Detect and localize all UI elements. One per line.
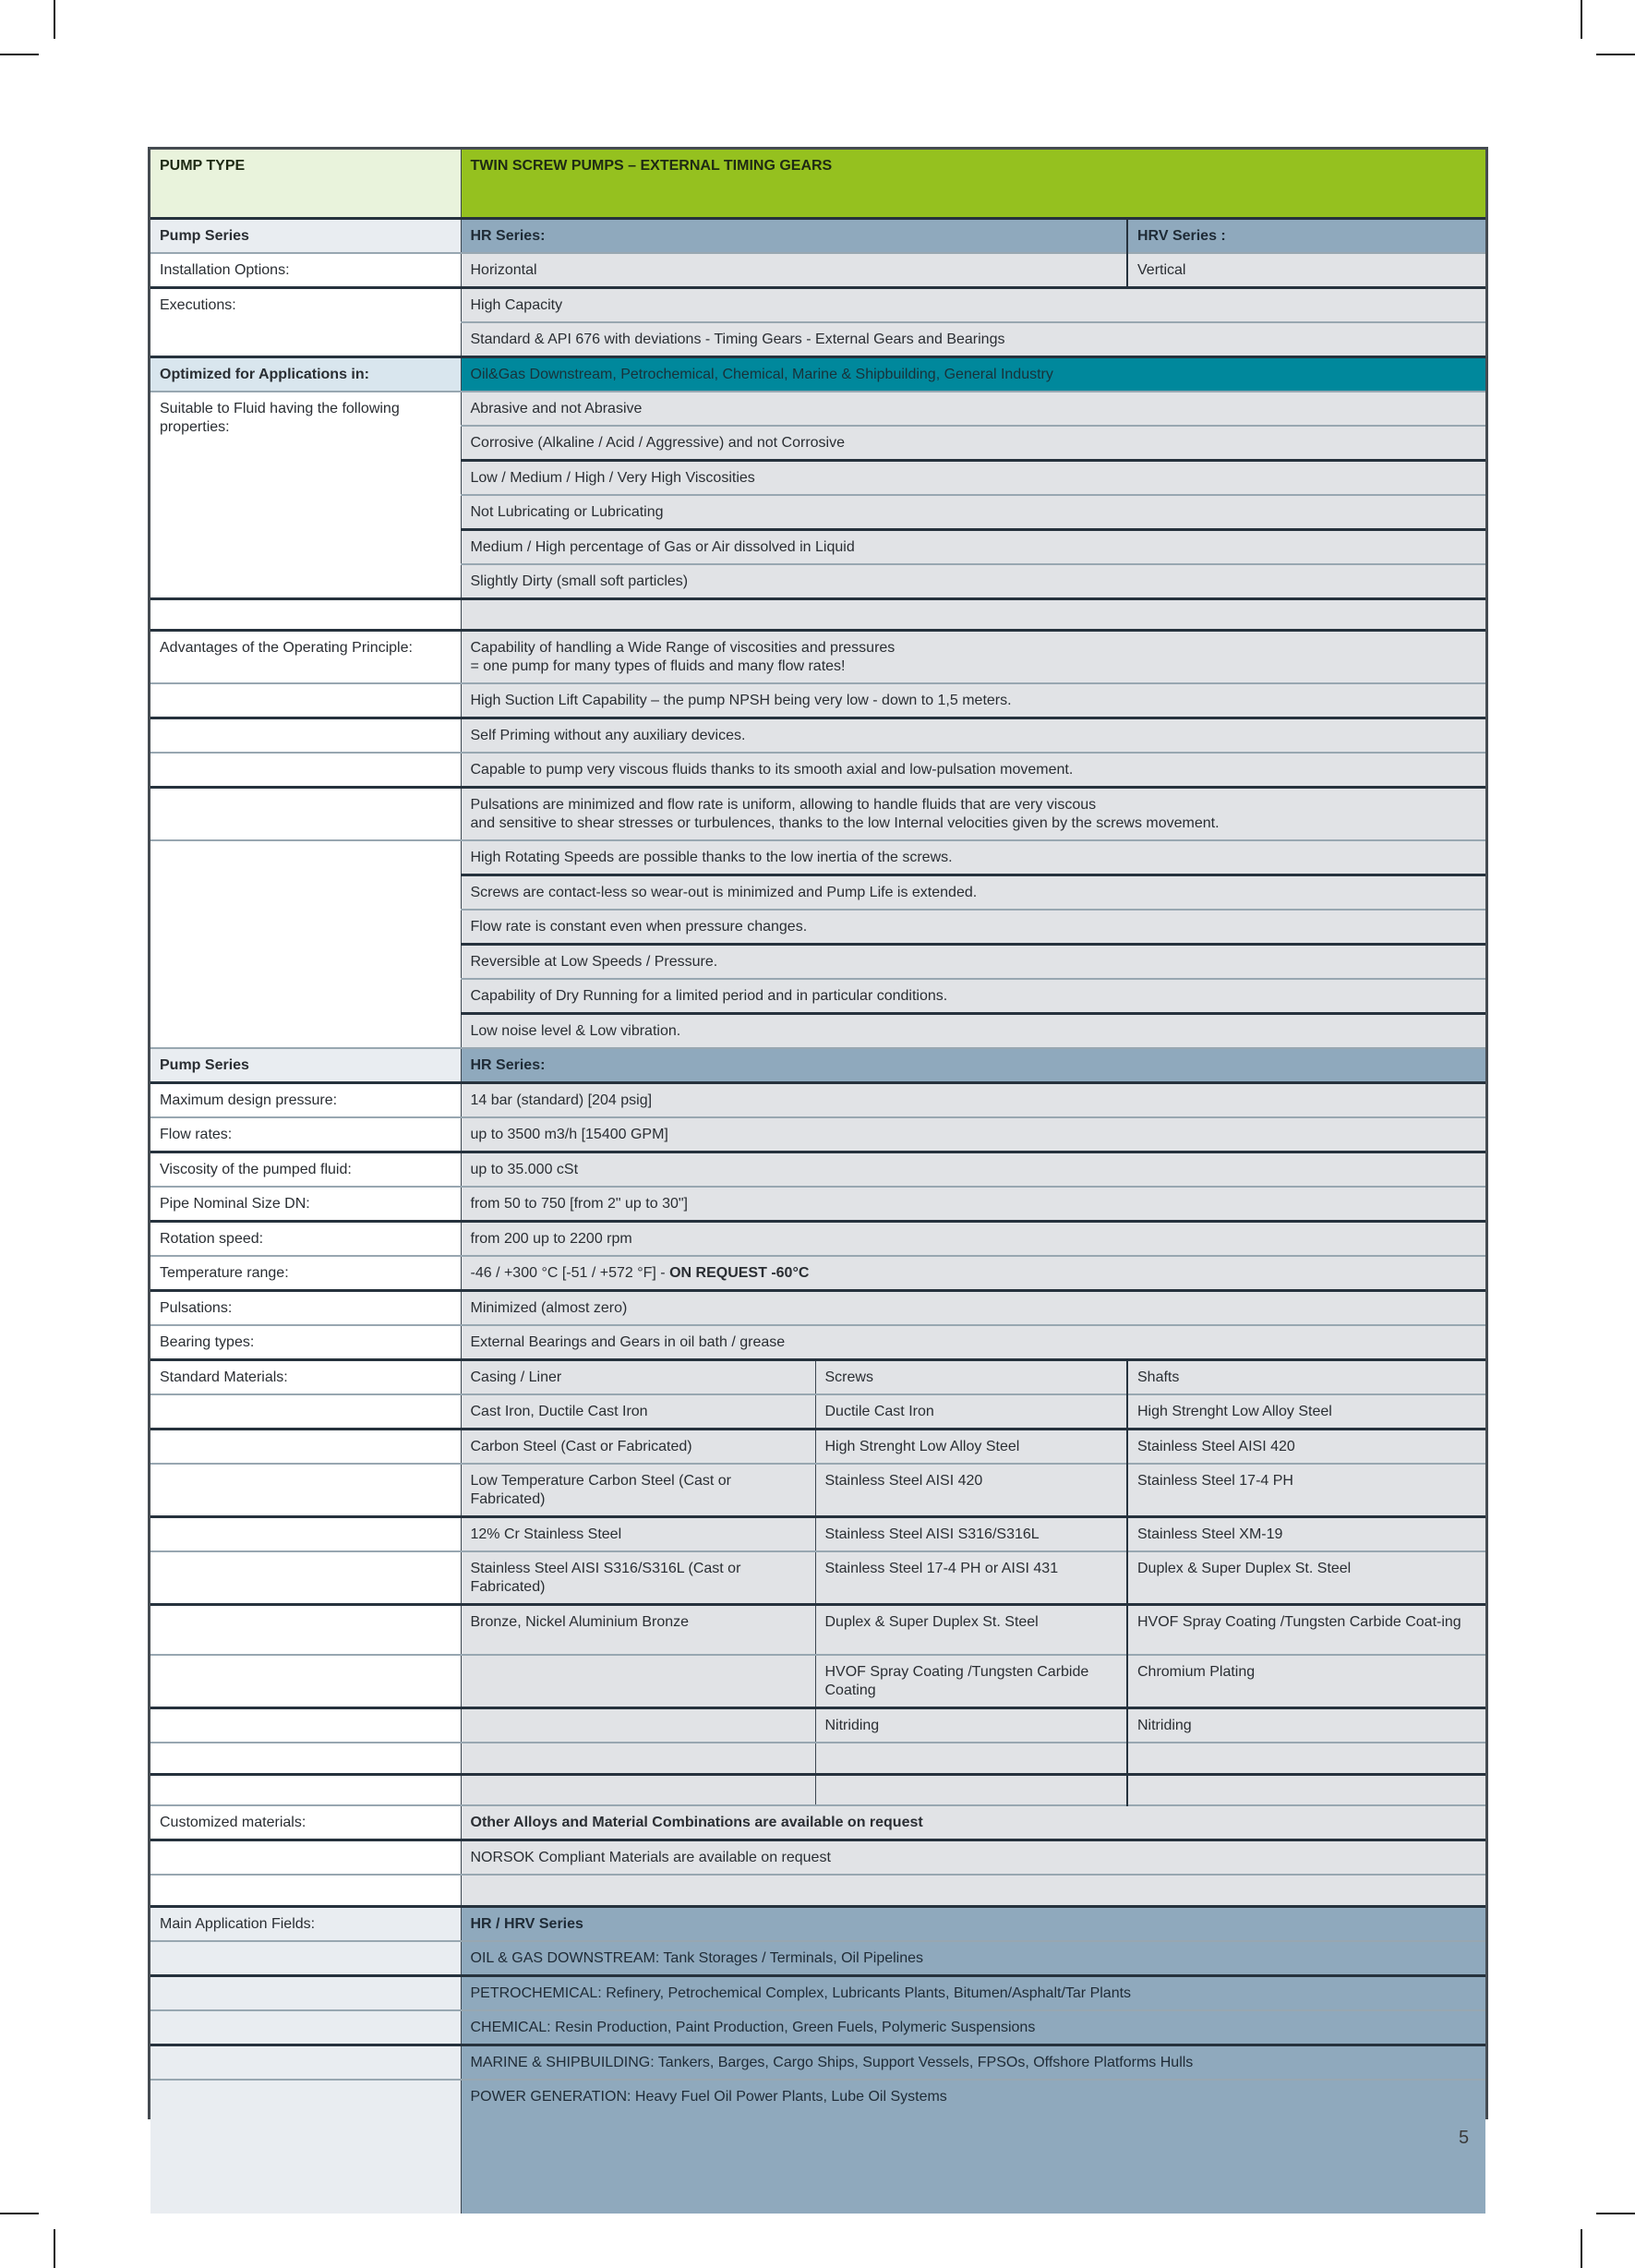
applications-series: HR / HRV Series [461,1906,1485,1941]
material-shafts: Stainless Steel AISI 420 [1127,1429,1485,1464]
material-casing: Cast Iron, Ductile Cast Iron [461,1394,815,1430]
spec-value [461,1256,1485,1291]
hrv-series-header: HRV Series : [1127,218,1485,253]
empty-cell [150,1840,461,1876]
material-row [150,1429,1485,1464]
empty-cell [150,718,461,753]
empty-cell [150,787,461,840]
material-shafts: HVOF Spray Coating /Tungsten Carbide Coat-ing [1127,1604,1485,1655]
material-row [150,1516,1485,1551]
on-request-note: ON REQUEST -60°C [669,1264,810,1281]
spec-row [150,1221,1485,1256]
installation-hrv: Vertical [1127,253,1485,288]
applications-row [150,1906,1485,1941]
material-row [150,1774,1485,1805]
crop-mark-top-left-h [0,54,39,55]
material-row [150,1394,1485,1430]
optimized-row [150,356,1485,392]
installation-label: Installation Options: [150,253,461,288]
spec-label: Flow rates: [150,1117,461,1152]
hr-series-header: HR Series: [461,1048,1485,1083]
execution-item: High Capacity [461,287,1485,322]
empty-cell [150,1875,461,1906]
spec-sheet [148,147,1488,2119]
applications-row [150,1941,1485,1976]
application-item: CHEMICAL: Resin Production, Paint Production, Green Fuels, Polymeric Suspensions [461,2010,1485,2045]
advantage-line: Capability of handling a Wide Range of viscosities and pressures [470,639,896,656]
material-row [150,1551,1485,1605]
empty-cell [150,1604,461,1655]
material-screws [815,1743,1127,1774]
fluid-row [150,392,1485,426]
advantage-row [150,683,1485,718]
customized-row [150,1805,1485,1840]
spec-label: Rotation speed: [150,1221,461,1256]
fluid-property: Medium / High percentage of Gas or Air dissolved in Liquid [461,529,1485,564]
advantage-line: and sensitive to shear stresses or turbulences, thanks to the low Internal velocities given by the screws movement. [470,814,1220,831]
empty-cell [461,1875,1485,1906]
material-casing: 12% Cr Stainless Steel [461,1516,815,1551]
advantage-row [150,753,1485,788]
spec-label: Pulsations: [150,1290,461,1325]
applications-row [150,1975,1485,2010]
material-shafts: Stainless Steel XM-19 [1127,1516,1485,1551]
crop-mark-top-right-h [1596,54,1635,55]
empty-cell [150,753,461,788]
spec-value: External Bearings and Gears in oil bath / grease [461,1325,1485,1360]
material-shafts [1127,1743,1485,1774]
optimized-value: Oil&Gas Downstream, Petrochemical, Chemical, Marine & Shipbuilding, General Industry [461,356,1485,392]
material-screws: Duplex & Super Duplex St. Steel [815,1604,1127,1655]
advantage-item: Self Priming without any auxiliary devices. [461,718,1485,753]
advantage-item: Capable to pump very viscous fluids thanks to its smooth axial and low-pulsation movement. [461,753,1485,788]
advantage-line: Pulsations are minimized and flow rate is uniform, allowing to handle fluids that are very viscous [470,796,1097,813]
material-casing: Low Temperature Carbon Steel (Cast or Fabricated) [461,1464,815,1517]
application-item: PETROCHEMICAL: Refinery, Petrochemical Complex, Lubricants Plants, Bitumen/Asphalt/Tar Plants [461,1975,1485,2010]
spec-value: from 50 to 750 [from 2" up to 30"] [461,1187,1485,1222]
empty-cell [150,1429,461,1464]
pump-series-label: Pump Series [150,218,461,253]
empty-cell [150,2045,461,2080]
customized-item: Other Alloys and Material Combinations are available on request [461,1805,1485,1840]
material-shafts: Stainless Steel 17-4 PH [1127,1464,1485,1517]
spec-row [150,1152,1485,1187]
spec-value: up to 35.000 cSt [461,1152,1485,1187]
crop-mark-bottom-left-h [0,2213,39,2214]
material-screws: Nitriding [815,1708,1127,1743]
materials-col-shafts: Shafts [1127,1359,1485,1394]
fluid-property: Abrasive and not Abrasive [461,392,1485,426]
material-row [150,1604,1485,1655]
crop-mark-bottom-right-v [1581,2229,1582,2268]
pump-series-specs-row [150,1048,1485,1083]
pump-type-row [150,150,1485,218]
customized-label: Customized materials: [150,1805,461,1840]
material-screws: Ductile Cast Iron [815,1394,1127,1430]
spec-row [150,1117,1485,1152]
empty-cell [150,1941,461,1976]
materials-label: Standard Materials: [150,1359,461,1394]
empty-cell [150,840,461,1048]
material-screws [815,1774,1127,1805]
empty-cell [461,598,1485,630]
empty-cell [150,1516,461,1551]
spec-row [150,1082,1485,1117]
material-casing [461,1655,815,1708]
advantage-item: Flow rate is constant even when pressure changes. [461,910,1485,945]
spacer-row [150,1875,1485,1906]
empty-cell [150,2080,461,2214]
materials-col-screws: Screws [815,1359,1127,1394]
pump-series-label: Pump Series [150,1048,461,1083]
spec-label: Maximum design pressure: [150,1082,461,1117]
advantage-item: Low noise level & Low vibration. [461,1013,1485,1048]
material-row [150,1655,1485,1708]
spec-value: Minimized (almost zero) [461,1290,1485,1325]
materials-col-casing: Casing / Liner [461,1359,815,1394]
hr-series-header: HR Series: [461,218,1127,253]
material-screws: High Strenght Low Alloy Steel [815,1429,1127,1464]
material-shafts: Duplex & Super Duplex St. Steel [1127,1551,1485,1605]
material-casing: Bronze, Nickel Aluminium Bronze [461,1604,815,1655]
material-shafts: Chromium Plating [1127,1655,1485,1708]
advantage-row [150,718,1485,753]
spacer-row [150,598,1485,630]
application-item: MARINE & SHIPBUILDING: Tankers, Barges, Cargo Ships, Support Vessels, FPSOs, Offshore Platforms Hulls [461,2045,1485,2080]
advantage-item: High Suction Lift Capability – the pump NPSH being very low - down to 1,5 meters. [461,683,1485,718]
fluid-property: Slightly Dirty (small soft particles) [461,564,1485,599]
advantage-item [461,787,1485,840]
advantage-item: Reversible at Low Speeds / Pressure. [461,944,1485,979]
empty-cell [150,2010,461,2045]
material-row [150,1743,1485,1774]
spec-row [150,1187,1485,1222]
material-screws: Stainless Steel 17-4 PH or AISI 431 [815,1551,1127,1605]
spec-label: Pipe Nominal Size DN: [150,1187,461,1222]
materials-header-row [150,1359,1485,1394]
pump-series-row [150,218,1485,253]
advantage-item: Capability of Dry Running for a limited period and in particular conditions. [461,979,1485,1014]
applications-label: Main Application Fields: [150,1906,461,1941]
crop-mark-top-right-v [1581,0,1582,39]
applications-row [150,2045,1485,2080]
customized-row [150,1840,1485,1876]
applications-row [150,2080,1485,2214]
material-shafts: Nitriding [1127,1708,1485,1743]
fluid-property: Not Lubricating or Lubricating [461,495,1485,530]
spec-table [150,150,1485,2214]
material-casing [461,1708,815,1743]
installation-row [150,253,1485,288]
advantage-item [461,630,1485,683]
advantage-line: = one pump for many types of fluids and many flow rates! [470,657,846,674]
customized-item: NORSOK Compliant Materials are available on request [461,1840,1485,1876]
spec-row [150,1290,1485,1325]
fluid-property: Corrosive (Alkaline / Acid / Aggressive) and not Corrosive [461,426,1485,461]
crop-mark-bottom-right-h [1596,2213,1635,2214]
material-casing: Carbon Steel (Cast or Fabricated) [461,1429,815,1464]
optimized-label: Optimized for Applications in: [150,356,461,392]
material-screws: Stainless Steel AISI 420 [815,1464,1127,1517]
fluids-label: Suitable to Fluid having the following properties: [150,392,461,599]
empty-cell [150,1551,461,1605]
crop-mark-bottom-left-v [54,2229,55,2268]
crop-mark-top-left-v [54,0,55,39]
advantage-row [150,787,1485,840]
material-shafts: High Strenght Low Alloy Steel [1127,1394,1485,1430]
material-casing: Stainless Steel AISI S316/S316L (Cast or Fabricated) [461,1551,815,1605]
spec-label: Temperature range: [150,1256,461,1291]
executions-row [150,287,1485,322]
pump-type-value: TWIN SCREW PUMPS – EXTERNAL TIMING GEARS [461,150,1485,218]
material-casing [461,1774,815,1805]
empty-cell [150,1708,461,1743]
spec-label: Viscosity of the pumped fluid: [150,1152,461,1187]
empty-cell [150,1743,461,1774]
material-screws: HVOF Spray Coating /Tungsten Carbide Coating [815,1655,1127,1708]
spec-label: Bearing types: [150,1325,461,1360]
material-row [150,1708,1485,1743]
empty-cell [150,598,461,630]
executions-label: Executions: [150,287,461,356]
spec-value: up to 3500 m3/h [15400 GPM] [461,1117,1485,1152]
spec-row [150,1325,1485,1360]
temperature-range: -46 / +300 °C [-51 / +572 °F] - [470,1264,670,1281]
application-item: POWER GENERATION: Heavy Fuel Oil Power Plants, Lube Oil Systems [461,2080,1485,2214]
advantage-item: High Rotating Speeds are possible thanks to the low inertia of the screws. [461,840,1485,875]
execution-item: Standard & API 676 with deviations - Timing Gears - External Gears and Bearings [461,322,1485,357]
spec-value: 14 bar (standard) [204 psig] [461,1082,1485,1117]
spec-value: from 200 up to 2200 rpm [461,1221,1485,1256]
empty-cell [150,1655,461,1708]
empty-cell [150,683,461,718]
spec-row [150,1256,1485,1291]
application-item: OIL & GAS DOWNSTREAM: Tank Storages / Terminals, Oil Pipelines [461,1941,1485,1976]
material-casing [461,1743,815,1774]
advantage-item: Screws are contact-less so wear-out is minimized and Pump Life is extended. [461,875,1485,910]
fluid-property: Low / Medium / High / Very High Viscosities [461,460,1485,495]
material-shafts [1127,1774,1485,1805]
applications-row [150,2010,1485,2045]
empty-cell [150,1975,461,2010]
pump-type-label: PUMP TYPE [150,150,461,218]
empty-cell [150,1774,461,1805]
empty-cell [150,1394,461,1430]
installation-hr: Horizontal [461,253,1127,288]
material-row [150,1464,1485,1517]
material-screws: Stainless Steel AISI S316/S316L [815,1516,1127,1551]
page-number: 5 [1459,2128,1470,2148]
advantage-row [150,630,1485,683]
advantage-row [150,840,1485,875]
empty-cell [150,1464,461,1517]
advantages-label: Advantages of the Operating Principle: [150,630,461,683]
